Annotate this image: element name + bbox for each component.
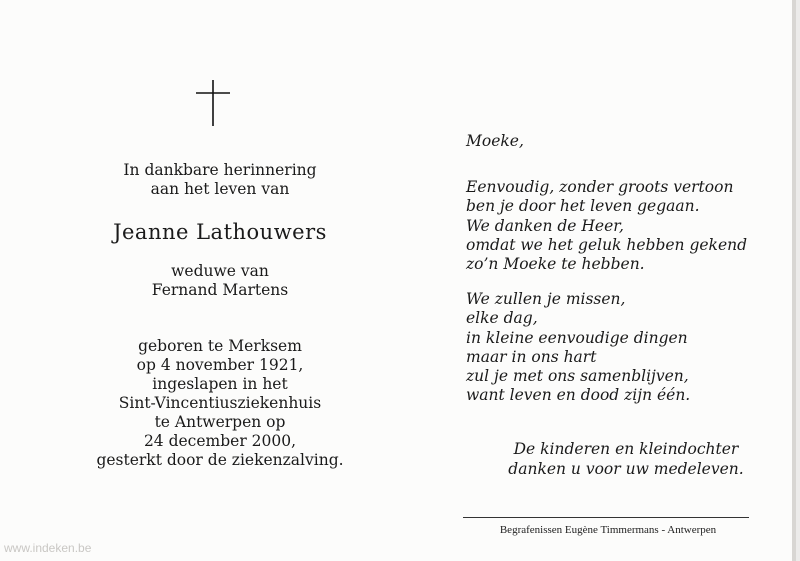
poem-line: maar in ons hart [466,347,597,366]
divider-rule [463,517,749,518]
spouse-name: Fernand Martens [151,281,289,299]
intro-line: aan het leven van [150,180,290,198]
detail-line: 24 december 2000, [143,432,297,450]
closing-line: De kinderen en kleindochter [513,440,739,458]
poem-line: omdat we het geluk hebben gekend [466,235,748,254]
poem-line: zo’n Moeke te hebben. [466,255,645,274]
poem-line: elke dag, [466,309,538,328]
closing-thanks [466,440,786,479]
intro-line: In dankbare herinnering [123,161,317,179]
poem-line: zul je met ons samenblijven, [466,367,689,386]
undertaker-credit: Begrafenissen Eugène Timmermans - Antwerpen [499,524,717,536]
poem-line: We danken de Heer, [466,216,624,235]
poem-line: We zullen je missen, [466,290,626,308]
detail-line: op 4 november 1921, [136,356,304,374]
closing-line: danken u voor uw medeleven. [508,459,744,478]
poem-line: Eenvoudig, zonder groots vertoon [466,178,734,196]
watermark: www.indeken.be [4,541,92,555]
poem-line: ben je door het leven gegaan. [466,197,700,216]
poem-stanza-2 [466,290,786,406]
detail-line: te Antwerpen op [154,413,286,431]
deceased-name: Jeanne Lathouwers [113,220,327,244]
detail-line: gesterkt door de ziekenzalving. [96,451,344,469]
detail-line: ingeslapen in het [152,375,288,393]
intro-text [20,161,420,199]
relation-line: weduwe van [171,262,269,280]
poem-line: want leven en dood zijn één. [466,386,691,405]
card-edge [792,0,796,561]
salutation: Moeke, [466,132,524,150]
cross-icon [196,80,230,126]
poem-line: in kleine eenvoudige dingen [466,328,688,347]
life-details [20,337,420,470]
relation-text [20,262,420,300]
detail-line: Sint-Vincentiusziekenhuis [118,394,322,412]
detail-line: geboren te Merksem [138,337,302,355]
poem-stanza-1 [466,178,786,274]
